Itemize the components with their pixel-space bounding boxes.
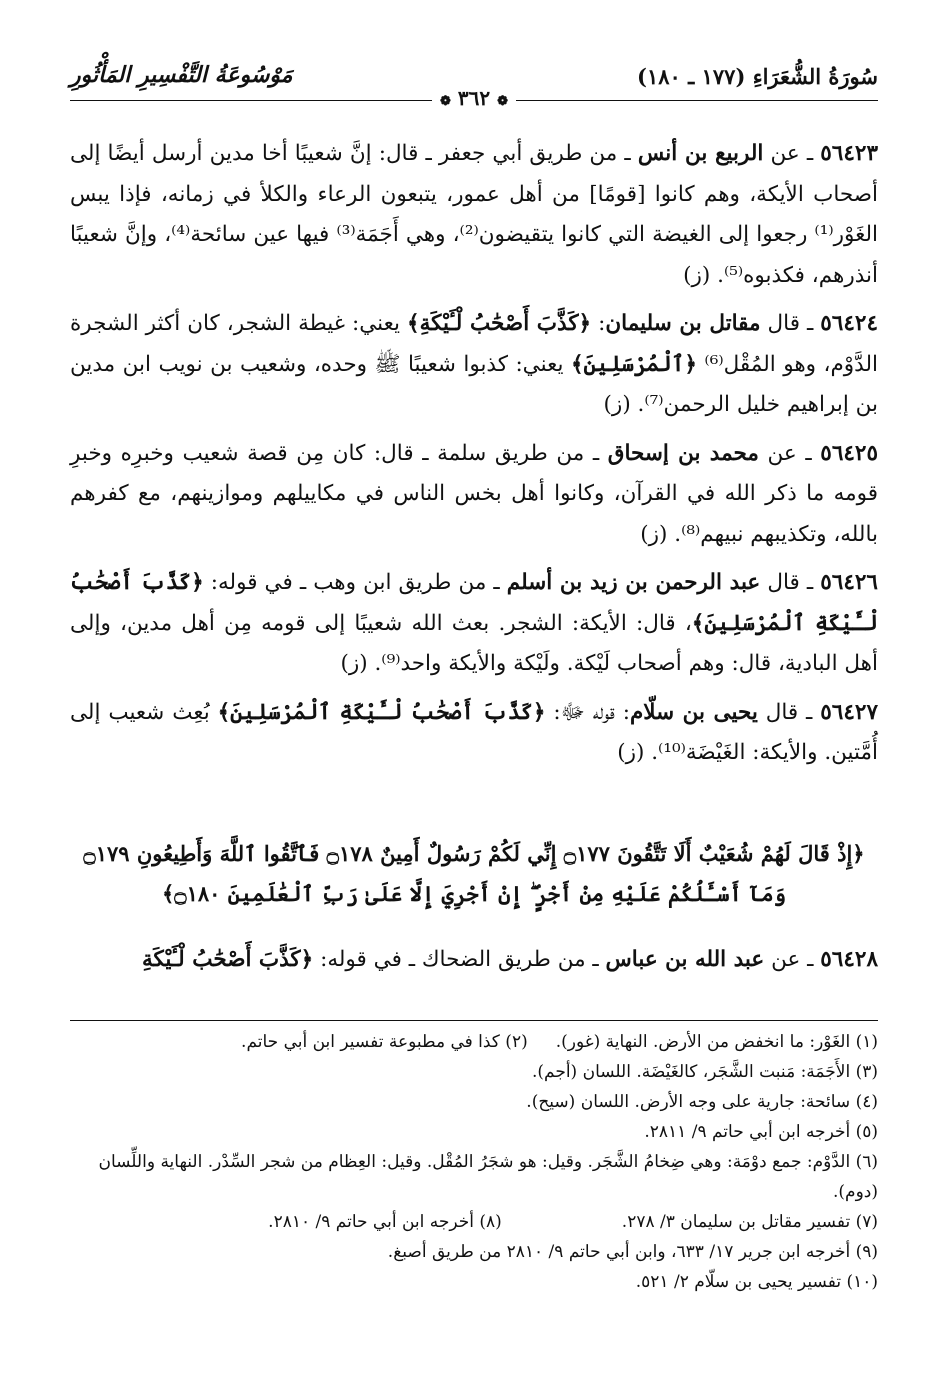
verse-line: ﴿إِذْ قَالَ لَهُمْ شُعَيْبٌ أَلَا تَتَّقُونَ ۝١٧٧ إِنِّي لَكُمْ رَسُولٌ أَمِينٌ ۝١٧٨ فَٱتَّقُوا ٱللَّهَ وَأَطِيعُونِ ۝١٧٩ (83, 840, 865, 866)
narrator-name: محمد بن إسحاق (607, 440, 759, 466)
ornament-icon: ❁ (440, 94, 451, 109)
footnote: (٦) الدَّوْم: جمع دوْمَة: وهي ضِخامُ الشَّجَر. وقيل: هو شجَرُ المُقْل. وقيل: العِظام من شجر السِّدْر. النهاية واللِّسان (دوم). (98, 1152, 878, 1202)
quran-quote: ﴿كَذَّبَ أَصْحَٰبُ لْـَٔيْكَةِ (141, 946, 314, 972)
footnote-row (70, 1207, 878, 1237)
page-number: ٣٦٢ (457, 86, 491, 110)
entry (70, 304, 878, 426)
book-title: مَوْسُوعَةُ التَّفْسِيرِ المَأْثُورِ (70, 62, 293, 88)
entry-number: ٥٦٤٢٣ (820, 141, 878, 166)
quran-quote: ﴿كَذَّبَ أَصْحَٰبُ لْـَٔيْكَةِ ٱلْمُرْسَلِينَ﴾ (70, 570, 878, 636)
quran-quote: ﴿ٱلْمُرْسَلِينَ﴾ (570, 351, 697, 377)
entry-number: ٥٦٤٢٥ (820, 440, 879, 466)
footnote: (٨) أخرجه ابن أبي حاتم ٩/ ٢٨١٠. (268, 1212, 502, 1232)
page-header (70, 56, 878, 108)
entry-connector: ـ عن (763, 141, 821, 166)
entry-connector: ـ عن (764, 946, 821, 972)
entry (70, 693, 878, 774)
surah-title: سُورَةُ الشُّعَرَاءِ (١٧٧ ـ ١٨٠) (637, 64, 878, 89)
entry-text: ـ من طريق الضحاك ـ في قوله: (313, 946, 606, 972)
footnote: (٢) كذا في مطبوعة تفسير ابن أبي حاتم. (241, 1032, 528, 1052)
entry-connector: ـ قال (757, 699, 821, 725)
footnote: (٧) تفسير مقاتل بن سليمان ٣/ ٢٧٨. (621, 1212, 878, 1232)
footnote: (٤) سائحة: جارية على وجه الأرض. اللسان (سيح). (526, 1092, 878, 1112)
quran-quote: ﴿كَذَّبَ أَصْحَٰبُ لْـَٔيْكَةِ ٱلْمُرْسَلِينَ﴾ (217, 699, 546, 725)
ornament-icon: ❁ (497, 94, 508, 109)
narrator-name: الربيع بن أنس (637, 141, 764, 166)
entry-number: ٥٦٤٢٧ (820, 699, 878, 725)
footnote-row (70, 1027, 878, 1057)
quran-verse-block (70, 834, 878, 914)
entry-connector: ـ قال (760, 570, 821, 595)
entry-text: ، قال: الأيكة: الشجر. بعث الله شعيبًا إلى قومه مِن أهل مدين، وإلى أهل البادية، قال: وهم أصحاب لَيْكة. ولَيْكة والأيكة واحد⁽⁹⁾. (ز) (70, 610, 878, 676)
entry-number: ٥٦٤٢٨ (820, 946, 878, 972)
footnote: (٩) أخرجه ابن جرير ١٧/ ٦٣٣، وابن أبي حاتم ٩/ ٢٨١٠ من طريق أصبغ. (387, 1242, 878, 1262)
entry (70, 134, 878, 296)
entry-text: يعني: كذبوا شعيبًا ﷺ وحده، وشعيب بن نويب ابن مدين بن إبراهيم خليل الرحمن⁽⁷⁾. (ز) (70, 351, 878, 417)
entry-connector: ـ قال (760, 311, 821, 336)
footnote: (١٠) تفسير يحيى بن سلّام ٢/ ٥٢١. (635, 1272, 878, 1292)
entry-text: يعني: غيطة الشجر، كان أكثر الشجرة الدَّوْم، وهو المُقْل⁽⁶⁾ (70, 311, 878, 377)
entry-number: ٥٦٤٢٦ (820, 570, 878, 595)
entry (70, 434, 878, 556)
footnote: (١) الغَوْر: ما انخفض من الأرض. النهاية (غور). (555, 1032, 878, 1052)
quran-quote: ﴿كَذَّبَ أَصْحَٰبُ لْـَٔيْكَةِ﴾ (406, 311, 592, 336)
main-content (70, 134, 878, 988)
entry-text: ـ من طريق أبي جعفر ـ قال: إنَّ شعيبًا أخا مدين أرسل أيضًا إلى أصحاب الأيكة، وهم كانوا [قومًا] من أهل عمور، يتبعون الرعاء والكلأ في زمانه، فإذا يبس الغَوْر⁽¹⁾ رجعوا إلى الغيضة التي كانوا يتقيضون⁽²⁾، وهي أَجَمَة⁽³⁾ فيها عين سائحة⁽⁴⁾، وإنَّ شعيبًا أنذرهم، فكذبوه⁽⁵⁾. (ز) (70, 141, 878, 288)
entry (70, 563, 878, 685)
narrator-name: مقاتل بن سليمان (605, 311, 761, 336)
narrator-name: يحيى بن سلّام (629, 699, 758, 725)
verse-line: وَمَآ أَسْـَٔلُكُمْ عَلَيْهِ مِنْ أَجْرٍ ۖ إِنْ أَجْرِيَ إِلَّا عَلَىٰ رَبِّ ٱلْعَٰلَمِينَ ۝١٨٠﴾ (161, 880, 787, 906)
narrator-name: عبد الرحمن بن زيد بن أسلم (506, 570, 761, 595)
footnote: (٥) أخرجه ابن أبي حاتم ٩/ ٢٨١١. (644, 1122, 878, 1142)
entry-text: بُعِث شعيب إلى أُمَّتين. والأيكة: الغَيْضَة⁽¹⁰⁾. (ز) (70, 699, 878, 765)
entry (70, 940, 878, 981)
entry-connector: ـ عن (758, 440, 821, 466)
footnotes (70, 1020, 878, 1297)
entry-text: : قوله ﷻ: (545, 699, 630, 725)
entry-text: : (591, 311, 606, 336)
entry-text: ـ من طريق سلمة ـ قال: كان مِن قصة شعيب وخبرِه وخبرِ قومه ما ذكر الله في القرآن، وكانوا أهل بخس الناس في مكاييلهم وموازينهم، مع كفرهم بالله، وتكذيبهم نبيهم⁽⁸⁾. (ز) (70, 440, 878, 547)
entry-number: ٥٦٤٢٤ (820, 311, 878, 336)
footnote: (٣) الأَجَمَة: مَنبت الشَّجَر، كالغَيْضَة. اللسان (أجم). (531, 1062, 878, 1082)
narrator-name: عبد الله بن عباس (605, 946, 765, 972)
entry-text: ـ من طريق ابن وهب ـ في قوله: (203, 570, 507, 595)
page-number-block (432, 86, 516, 110)
